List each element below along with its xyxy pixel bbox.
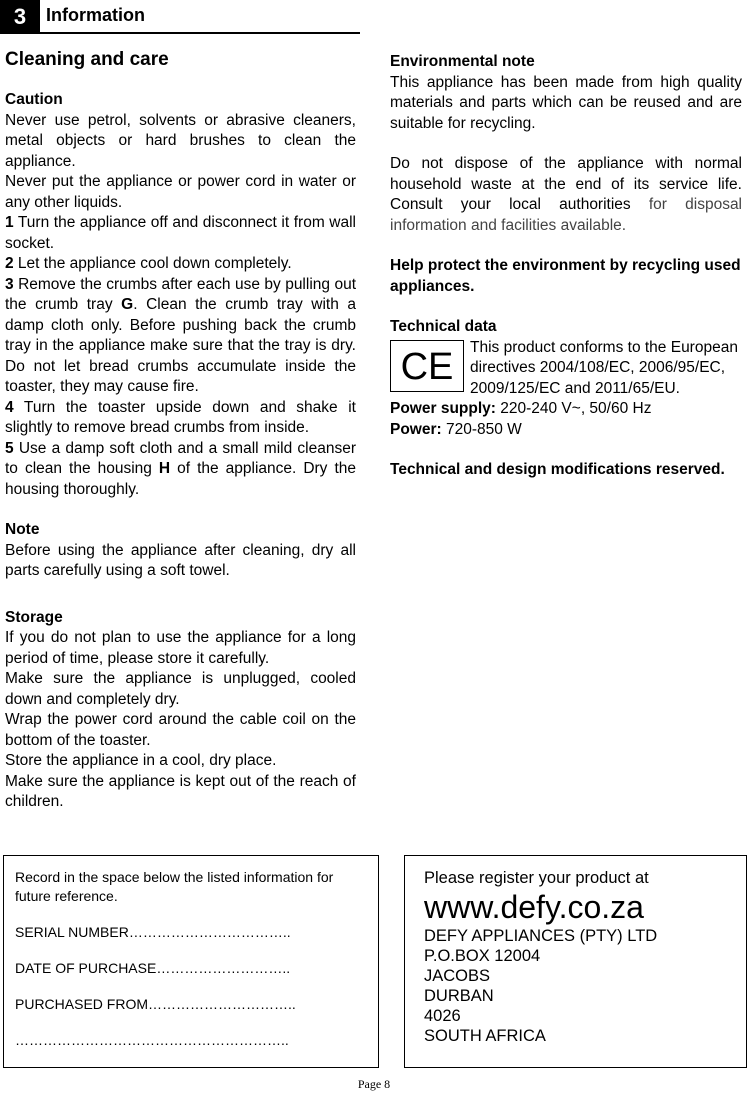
address-line-6: SOUTH AFRICA (424, 1027, 546, 1045)
caution-heading: Caution (5, 91, 63, 108)
section-divider (0, 32, 360, 34)
modifications-heading: Technical and design modifications reserved. (390, 461, 725, 478)
address-line-5: 4026 (424, 1007, 461, 1025)
power-spec: Power: 720-850 W (390, 420, 522, 438)
address-line-4: DURBAN (424, 987, 494, 1005)
caution-paragraph-2: Never put the appliance or power cord in water or any other liquids. (5, 173, 356, 211)
left-column (5, 48, 356, 813)
section-number-badge: 3 (0, 0, 40, 33)
cleaning-step-2: 2 Let the appliance cool down completely. (5, 255, 292, 272)
environmental-paragraph-2: Do not dispose of the appliance with normal household waste at the end of its service life. Consult your local authorities for disposal information and facilities available. (390, 155, 743, 234)
record-box (3, 855, 379, 1068)
register-intro: Please register your product at (424, 869, 649, 887)
blank-line-field: ………………………………………………….. (15, 1032, 289, 1048)
note-text: Before using the appliance after cleaning, dry all parts carefully using a soft towel. (5, 541, 356, 579)
storage-paragraph-1: If you do not plan to use the appliance for a long period of time, please store it carefully. (5, 629, 356, 667)
address-line-1: DEFY APPLIANCES (PTY) LTD (424, 927, 658, 945)
caution-paragraph-1: Never use petrol, solvents or abrasive cleaners, metal objects or hard brushes to clean the appliance. (5, 111, 356, 170)
environmental-paragraph-1: This appliance has been made from high quality materials and parts which can be reused and are suitable for recycling. (390, 73, 742, 132)
cleaning-step-1: 1 Turn the appliance off and disconnect it from wall socket. (5, 214, 356, 252)
svg-text:CE: CE (400, 345, 454, 386)
recycling-heading: Help protect the environment by recycling used appliances. (390, 257, 741, 295)
address-line-2: P.O.BOX 12004 (424, 947, 541, 965)
purchased-from-field: PURCHASED FROM………………………….. (15, 996, 296, 1012)
cleaning-step-4: 4 Turn the toaster upside down and shake it slightly to remove bread crumbs from inside. (5, 398, 356, 436)
storage-paragraph-4: Store the appliance in a cool, dry place. (5, 752, 277, 769)
section-title: Information (46, 5, 145, 25)
address-line-3: JACOBS (424, 967, 491, 985)
ce-mark-svg (396, 346, 458, 386)
storage-heading: Storage (5, 608, 63, 626)
serial-number-field: SERIAL NUMBER…………………………….. (15, 924, 291, 940)
cleaning-step-5: 5 Use a damp soft cloth and a small mild cleanser to clean the housing H of the appliance. Dry the housing thoroughly. (5, 439, 356, 498)
cleaning-step-3: 3 Remove the crumbs after each use by pulling out the crumb tray G. Clean the crumb tray with a damp cloth only. Before pushing back the crumb tray in the appliance make sure that the tray is dry. Do not let bread crumbs accumulate inside the toaster, they may cause fire. (5, 275, 357, 395)
power-supply-spec: Power supply: 220-240 V~, 50/60 Hz (390, 400, 652, 417)
environmental-heading: Environmental note (390, 53, 535, 70)
right-column (390, 52, 742, 481)
cleaning-heading: Cleaning and care (5, 49, 169, 70)
storage-paragraph-3: Wrap the power cord around the cable coil on the bottom of the toaster. (5, 711, 356, 749)
ce-conformity-text: This product conforms to the European directives 2004/108/EC, 2006/95/EC, 2009/125/EC and 2011/65/EU. (470, 338, 738, 397)
technical-data-heading: Technical data (390, 318, 497, 335)
register-url: www.defy.co.za (424, 889, 644, 925)
storage-paragraph-5: Make sure the appliance is kept out of the reach of children. (5, 772, 356, 810)
ce-mark-icon (390, 340, 464, 392)
record-intro: Record in the space below the listed information for future reference. (15, 869, 334, 904)
date-of-purchase-field: DATE OF PURCHASE……………………….. (15, 960, 291, 976)
register-box (404, 855, 747, 1068)
storage-paragraph-2: Make sure the appliance is unplugged, cooled down and completely dry. (5, 670, 356, 708)
page-number: Page 8 (357, 1077, 391, 1091)
note-heading: Note (5, 521, 40, 538)
